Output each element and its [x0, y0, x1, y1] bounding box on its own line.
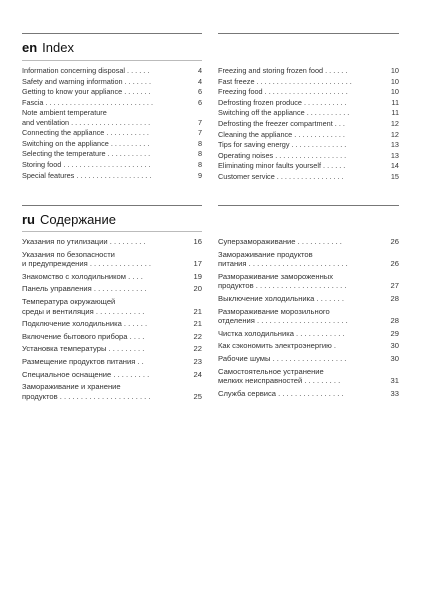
- index-entry-page: 13: [390, 150, 399, 160]
- index-entry-label: [22, 139, 186, 148]
- ru-lang-code: ru: [22, 212, 35, 227]
- index-entry[interactable]: [22, 284, 202, 294]
- index-entry-line: Суперзамораживание . . . . . . . . . . .: [218, 237, 342, 246]
- index-entry-page: 31: [390, 376, 399, 386]
- index-entry-page: 21: [193, 306, 202, 316]
- index-entry-line: Fascia . . . . . . . . . . . . . . . . . . . . . . . . . . .: [22, 97, 153, 107]
- index-entry[interactable]: [218, 354, 399, 364]
- index-entry-label: [22, 332, 186, 342]
- index-entry[interactable]: [218, 119, 399, 128]
- ru-title: Содержание: [40, 212, 116, 227]
- index-entry-label: [218, 272, 383, 291]
- index-entry[interactable]: [218, 294, 399, 304]
- index-entry-page: 7: [197, 117, 202, 127]
- index-entry-label: [218, 354, 383, 364]
- index-entry[interactable]: [22, 77, 202, 86]
- index-entry[interactable]: [22, 98, 202, 107]
- index-entry-line: продуктов . . . . . . . . . . . . . . . . . . . . . .: [22, 391, 151, 401]
- index-entry-line: Eliminating minor faults yourself . . . . . .: [218, 161, 346, 171]
- index-entry[interactable]: [22, 344, 202, 354]
- index-entry-page: 11: [391, 108, 399, 118]
- index-entry-line: питания . . . . . . . . . . . . . . . . . . . . . . . .: [218, 259, 348, 269]
- index-entry-line: Tips for saving energy . . . . . . . . . . . . . .: [218, 140, 347, 150]
- en-heading: [22, 40, 74, 55]
- index-entry-page: 28: [390, 316, 399, 326]
- index-entry-label: [218, 77, 383, 86]
- index-entry-label: [22, 382, 186, 401]
- index-entry-label: [22, 87, 186, 96]
- ru-right-column: [218, 237, 399, 401]
- index-entry-page: 27: [390, 281, 399, 291]
- index-entry-line: Information concerning disposal . . . . . .: [22, 66, 150, 75]
- index-entry[interactable]: [218, 66, 399, 75]
- index-entry-page: 4: [197, 66, 202, 75]
- index-entry-page: 22: [193, 344, 202, 354]
- index-entry-line: Специальное оснащение . . . . . . . . .: [22, 369, 150, 379]
- index-entry-line: Freezing and storing frozen food . . . . . .: [218, 66, 348, 75]
- index-entry-line: Switching off the appliance . . . . . . . . . . .: [218, 108, 350, 118]
- index-entry-label: [218, 172, 383, 181]
- index-entry[interactable]: [218, 140, 399, 149]
- index-entry-page: 19: [193, 271, 202, 281]
- index-entry-label: [218, 119, 383, 128]
- index-entry-label: [22, 77, 186, 86]
- index-entry-page: 8: [197, 138, 202, 148]
- index-entry-line: Размораживание морозильного: [218, 306, 330, 316]
- index-entry-label: [218, 130, 383, 139]
- index-entry-line: Выключение холодильника . . . . . . .: [218, 293, 344, 303]
- index-entry-line: Указания по безопасности: [22, 249, 115, 259]
- index-entry[interactable]: [218, 172, 399, 181]
- index-entry-label: [218, 367, 383, 386]
- en-title: Index: [42, 40, 74, 55]
- en-top-rule-right: [218, 33, 399, 34]
- index-entry-line: Defrosting the freezer compartment . . .: [218, 118, 345, 128]
- index-entry[interactable]: [218, 161, 399, 170]
- index-entry[interactable]: [22, 332, 202, 342]
- index-entry-label: [218, 250, 383, 269]
- index-entry[interactable]: [218, 329, 399, 339]
- index-entry-page: 20: [193, 284, 202, 294]
- ru-heading-rule: [22, 231, 202, 232]
- index-entry-line: Замораживание продуктов: [218, 249, 313, 259]
- index-entry-label: [22, 98, 186, 107]
- ru-top-rule: [22, 205, 202, 206]
- index-entry[interactable]: [22, 66, 202, 75]
- index-entry-label: [22, 160, 186, 169]
- index-entry[interactable]: [22, 139, 202, 148]
- index-entry-label: [22, 66, 186, 75]
- index-entry[interactable]: [218, 87, 399, 96]
- index-entry-line: Storing food . . . . . . . . . . . . . . . . . . . . . .: [22, 160, 151, 170]
- index-entry[interactable]: [22, 160, 202, 169]
- index-entry-page: 13: [390, 140, 399, 150]
- index-entry-line: продуктов . . . . . . . . . . . . . . . . . . . . . .: [218, 281, 347, 291]
- index-entry-page: 11: [391, 97, 399, 107]
- index-entry-label: [218, 108, 383, 117]
- en-left-column: [22, 66, 202, 181]
- index-entry-page: 12: [390, 118, 399, 128]
- index-entry-page: 23: [193, 356, 202, 366]
- index-entry-label: [218, 389, 383, 399]
- index-entry[interactable]: [22, 149, 202, 158]
- index-entry[interactable]: [218, 98, 399, 107]
- index-entry-label: [22, 370, 186, 380]
- index-entry-line: Температура окружающей: [22, 296, 116, 306]
- index-entry[interactable]: [218, 77, 399, 86]
- index-entry-page: 4: [197, 76, 202, 86]
- index-entry-page: 22: [193, 331, 202, 341]
- index-entry[interactable]: [22, 319, 202, 329]
- index-entry[interactable]: [22, 250, 202, 269]
- index-entry[interactable]: [218, 389, 399, 399]
- index-entry-line: Размещение продуктов питания . .: [22, 356, 144, 366]
- index-entry-page: 21: [193, 319, 202, 329]
- index-entry-line: Включение бытового прибора . . . .: [22, 331, 145, 341]
- index-entry-line: Размораживание замороженных: [218, 271, 334, 281]
- index-entry-label: [218, 329, 383, 339]
- index-entry-label: [22, 250, 186, 269]
- index-entry-line: Switching on the appliance . . . . . . . . . .: [22, 138, 150, 148]
- index-entry-line: Selecting the temperature . . . . . . . . . . .: [22, 149, 151, 159]
- index-entry-line: мелких неисправностей . . . . . . . . .: [218, 376, 341, 386]
- index-entry[interactable]: [22, 108, 202, 127]
- index-entry-label: [22, 344, 186, 354]
- index-entry-page: 14: [390, 161, 399, 171]
- index-entry[interactable]: [218, 341, 399, 351]
- index-entry-label: [22, 297, 186, 316]
- index-entry-page: 15: [390, 171, 399, 181]
- index-entry-page: 10: [390, 87, 399, 97]
- index-entry-label: [218, 237, 383, 247]
- index-entry-line: Подключение холодильника . . . . . .: [22, 319, 148, 329]
- index-entry-line: Служба сервиса . . . . . . . . . . . . . . . .: [218, 388, 344, 398]
- index-entry-line: Знакомство с холодильником . . . .: [22, 271, 143, 281]
- index-entry[interactable]: [218, 108, 399, 117]
- index-entry[interactable]: [22, 272, 202, 282]
- index-entry-label: [22, 108, 186, 127]
- index-entry-label: [22, 357, 186, 367]
- index-entry-label: [218, 294, 383, 304]
- index-entry-line: Getting to know your appliance . . . . . . .: [22, 87, 151, 97]
- index-entry-label: [218, 66, 383, 75]
- index-entry-page: 25: [193, 391, 202, 401]
- ru-left-column: [22, 237, 202, 404]
- index-entry-label: [22, 128, 186, 137]
- index-entry-line: Defrosting frozen produce . . . . . . . . . . .: [218, 97, 347, 107]
- index-entry-page: 28: [390, 293, 399, 303]
- index-entry-label: [218, 151, 383, 160]
- index-entry-label: [218, 140, 383, 149]
- index-entry-label: [22, 171, 186, 180]
- index-entry-label: [218, 161, 383, 170]
- index-entry-line: Рабочие шумы . . . . . . . . . . . . . . . . . .: [218, 353, 347, 363]
- en-lang-code: en: [22, 40, 38, 55]
- index-entry-line: отделения . . . . . . . . . . . . . . . . . . . . . .: [218, 316, 348, 326]
- index-entry-label: [22, 149, 186, 158]
- index-entry[interactable]: [218, 367, 399, 386]
- index-entry-page: 12: [390, 129, 399, 139]
- index-entry-page: 17: [193, 259, 202, 269]
- index-entry-label: [22, 319, 186, 329]
- index-entry-line: Special features . . . . . . . . . . . . . . . . . . .: [22, 170, 152, 180]
- index-entry[interactable]: [218, 151, 399, 160]
- index-entry-line: Чистка холодильника . . . . . . . . . . . .: [218, 328, 345, 338]
- index-entry-label: [22, 284, 186, 294]
- index-entry[interactable]: [22, 171, 202, 180]
- index-entry-line: и предупреждения . . . . . . . . . . . . . . .: [22, 259, 152, 269]
- index-entry-label: [22, 237, 186, 247]
- index-entry-label: [218, 87, 383, 96]
- index-entry-page: 6: [197, 97, 202, 107]
- index-entry-page: 9: [197, 170, 202, 180]
- index-entry-line: Note ambient temperature: [22, 108, 107, 118]
- index-entry-label: [218, 98, 383, 107]
- index-entry-page: 8: [197, 160, 202, 170]
- index-entry-line: Панель управления . . . . . . . . . . . . .: [22, 284, 147, 294]
- index-entry-label: [218, 341, 383, 351]
- index-entry-label: [22, 272, 186, 282]
- index-entry[interactable]: [218, 237, 399, 247]
- index-entry[interactable]: [22, 87, 202, 96]
- en-heading-rule: [22, 60, 202, 61]
- index-entry-line: Safety and warning information . . . . . . .: [22, 76, 151, 86]
- index-entry-line: Cleaning the appliance . . . . . . . . . . . . .: [218, 129, 345, 139]
- ru-top-rule-right: [218, 205, 399, 206]
- index-entry[interactable]: [218, 130, 399, 139]
- index-entry-page: 10: [390, 76, 399, 86]
- index-entry-page: 29: [390, 328, 399, 338]
- index-entry-line: Connecting the appliance . . . . . . . . . . .: [22, 128, 149, 138]
- index-entry-page: 8: [197, 149, 202, 159]
- index-entry-page: 16: [193, 237, 202, 246]
- index-entry-page: 24: [193, 369, 202, 379]
- index-entry-line: Замораживание и хранение: [22, 382, 121, 392]
- index-entry[interactable]: [22, 357, 202, 367]
- index-entry[interactable]: [22, 370, 202, 380]
- en-top-rule: [22, 33, 202, 34]
- index-entry-page: 26: [390, 237, 399, 246]
- index-entry-line: Freezing food . . . . . . . . . . . . . . . . . . . . .: [218, 87, 348, 97]
- en-right-column: [218, 66, 399, 183]
- index-entry-line: Customer service . . . . . . . . . . . . . . . . .: [218, 171, 344, 181]
- index-entry-page: 6: [197, 87, 202, 97]
- index-entry[interactable]: [22, 297, 202, 316]
- index-entry-page: 33: [390, 388, 399, 398]
- index-entry-label: [218, 307, 383, 326]
- index-entry-page: 30: [390, 341, 399, 351]
- index-entry-page: 7: [197, 128, 202, 138]
- index-entry-line: Установка температуры . . . . . . . . .: [22, 344, 145, 354]
- index-entry-page: 30: [390, 353, 399, 363]
- index-entry-page: 26: [390, 259, 399, 269]
- index-entry[interactable]: [218, 250, 399, 269]
- index-entry[interactable]: [22, 237, 202, 247]
- index-entry[interactable]: [22, 128, 202, 137]
- ru-heading: [22, 212, 116, 227]
- index-entry-line: Самостоятельное устранение: [218, 366, 324, 376]
- index-entry[interactable]: [218, 307, 399, 326]
- index-entry-line: Как сэкономить электроэнергию .: [218, 341, 337, 351]
- index-entry[interactable]: [218, 272, 399, 291]
- index-entry[interactable]: [22, 382, 202, 401]
- index-entry-line: среды и вентиляция . . . . . . . . . . . .: [22, 306, 145, 316]
- index-entry-line: Указания по утилизации . . . . . . . . .: [22, 237, 146, 246]
- index-entry-page: 10: [390, 66, 399, 75]
- index-entry-line: Fast freeze . . . . . . . . . . . . . . . . . . . . . . . .: [218, 76, 352, 86]
- index-entry-line: Operating noises . . . . . . . . . . . . . . . . . .: [218, 150, 347, 160]
- index-entry-line: and ventilation . . . . . . . . . . . . . . . . . . . .: [22, 117, 151, 127]
